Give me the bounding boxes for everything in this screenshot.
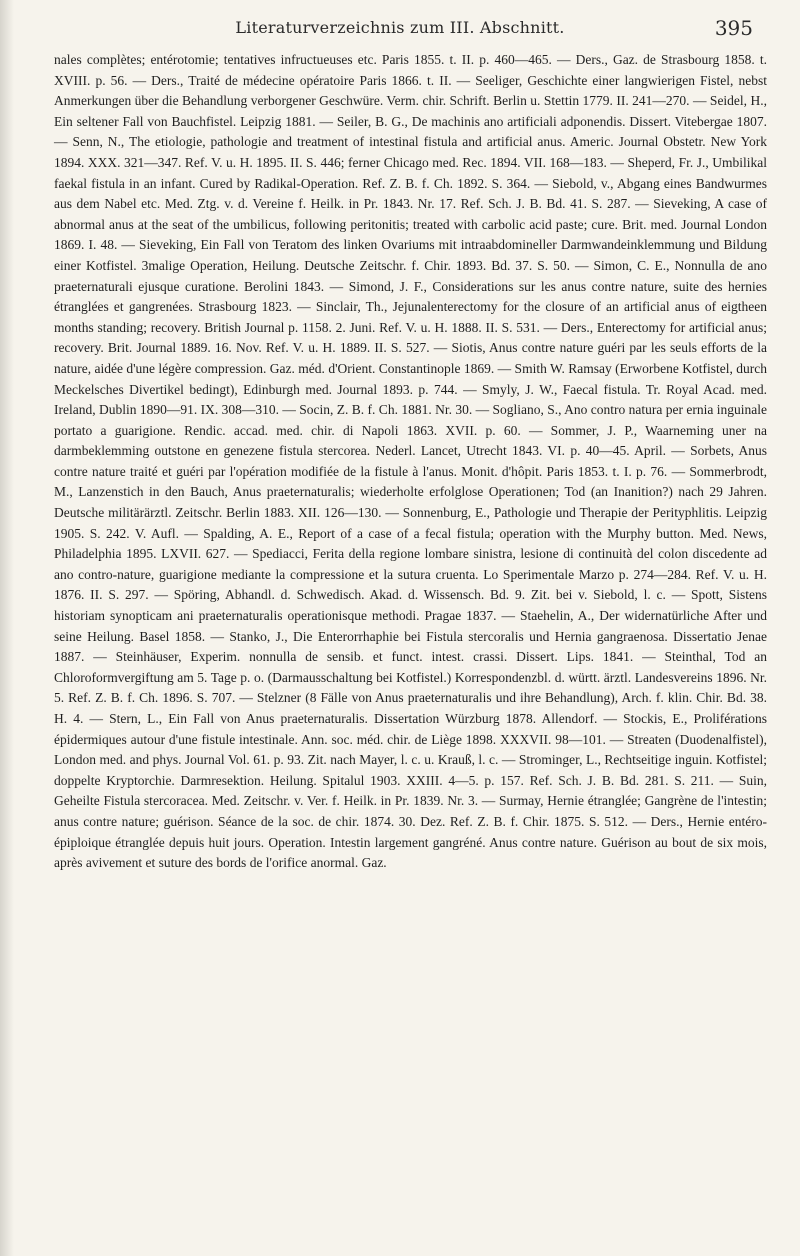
binding-shadow — [0, 0, 14, 1256]
bibliography-text — [54, 50, 767, 874]
page-header — [0, 12, 800, 42]
page-number: 395 — [714, 16, 753, 40]
bibliography-paragraph: nales complètes; entérotomie; tentatives infructueuses etc. Paris 1855. t. II. p. 460—465. — Ders., Gaz. de Strasbourg 1858. t. XVIII. p. 56. — Ders., Traité de médecine opératoire Paris 1866. t. II. — Seeliger, Geschichte einer langwierigen Fistel, nebst Anmerkungen über die Behandlung verborgener Geschwüre. Verm. chir. Schrift. Berlin u. Stettin 1779. II. 241—270. — Seidel, H., Ein seltener Fall von Bauchfistel. Leipzig 1881. — Seiler, B. G., De machinis ano artificiali adponendis. Dissert. Vitebergae 1807. — Senn, N., The etiologie, pathologie and treatment of intestinal fistula and artificial anus. Americ. Journal Obstetr. New York 1894. XXX. 321—347. Ref. V. u. H. 1895. II. S. 446; ferner Chicago med. Rec. 1894. VII. 168—183. — Sheperd, Fr. J., Umbilikal faekal fistula in an infant. Cured by Radikal-Operation. Ref. Z. B. f. Ch. 1892. S. 364. — Siebold, v., Abgang eines Bandwurmes aus dem Nabel etc. Med. Ztg. v. d. Vereine f. Heilk. in Pr. 1843. Nr. 17. Ref. Sch. J. B. Bd. 41. S. 287. — Sieveking, A case of abnormal anus at the seat of the umbilicus, following peritonitis; treated with carbolic acid paste; cure. Brit. med. Journal London 1869. I. 48. — Sieveking, Ein Fall von Teratom des linken Ovariums mit intraabdomineller Darmwandeinklemmung und Bildung einer Kotfistel. 3malige Operation, Heilung. Deutsche Zeitschr. f. Chir. 1893. Bd. 37. S. 50. — Simon, C. E., Nonnulla de ano praeternaturali ejusque curatione. Berolini 1843. — Simond, J. F., Considerations sur les anus contre nature, suite des hernies étranglées et gangrenées. Strasbourg 1823. — Sinclair, Th., Jejunalenterectomy for the closure of an artificial anus of eigtheen months standing; recovery. British Journal p. 1158. 2. Juni. Ref. V. u. H. 1888. II. S. 531. — Ders., Enterectomy for artificial anus; recovery. Brit. Journal 1889. 16. Nov. Ref. V. u. H. 1889. II. S. 527. — Siotis, Anus contre nature guéri par les seuls efforts de la nature, aidée d'une légère compression. Gaz. méd. d'Orient. Constantinople 1869. — Smith W. Ramsay (Erworbene Kotfistel, durch Meckelsches Divertikel bedingt), Edinburgh med. Journal 1893. p. 744. — Smyly, J. W., Faecal fistula. Tr. Royal Acad. med. Ireland, Dublin 1890—91. IX. 308—310. — Socin, Z. B. f. Ch. 1881. Nr. 30. — Sogliano, S., Ano contro natura per ernia inguinale portato a guarigione. Rendic. accad. med. chir. di Napoli 1863. XVII. p. 60. — Sommer, J. P., Waarneming uner na darmbeklemming outstone en genezene fistula stercorea. Nederl. Lancet, Utrecht 1843. VI. p. 40—45. April. — Sorbets, Anus contre nature traité et guéri par l'opération modifiée de la fistule à l'anus. Monit. d'hôpit. Paris 1853. t. I. p. 76. — Sommerbrodt, M., Lanzenstich in den Bauch, Anus praeternaturalis; wiederholte erfolglose Operationen; Tod (an Inanition?) nach 29 Jahren. Deutsche militärärztl. Zeitschr. Berlin 1883. XII. 126—130. — Sonnenburg, E., Pathologie und Therapie der Perityphlitis. Leipzig 1905. S. 242. V. Aufl. — Spalding, A. E., Report of a case of a fecal fistula; operation with the Murphy button. Med. News, Philadelphia 1895. LXVII. 627. — Spediacci, Ferita della regione lombare sinistra, lesione di continuità del colon discedente ad ano contro-nature, guarigione mediante la compressione et la sutura cruenta. Lo Sperimentale Marzo p. 274—284. Ref. V. u. H. 1876. II. S. 297. — Spöring, Abhandl. d. Schwedisch. Akad. d. Wissensch. Bd. 9. Zit. bei v. Siebold, l. c. — Spott, Sistens historiam synopticam ani praeternaturalis operationisque methodi. Pragae 1837. — Staehelin, A., Der widernatürliche After und seine Heilung. Basel 1858. — Stanko, J., Die Enterorrhaphie bei Fistula stercoralis und Hernia gangraenosa. Dissertatio Jenae 1887. — Steinhäuser, Experim. nonnulla de sensib. et funct. intest. crassi. Dissert. Lips. 1841. — Steinthal, Tod an Chloroformvergiftung am 5. Tage p. o. (Darmausschaltung bei Kotfistel.) Korrespondenzbl. d. württ. ärztl. Landesvereins 1896. Nr. 5. Ref. Z. B. f. Ch. 1896. S. 707. — Stelzner (8 Fälle von Anus praeternaturalis und ihre Behandlung), Arch. f. klin. Chir. Bd. 38. H. 4. — Stern, L., Ein Fall von Anus praeternaturalis. Dissertation Würzburg 1878. Allendorf. — Stockis, E., Proliférations épidermiques autour d'une fistule intestinale. Ann. soc. méd. chir. de Liège 1898. XXXVII. 98—101. — Streaten (Duodenalfistel), London med. and phys. Journal Vol. 61. p. 93. Zit. nach Mayer, l. c. u. Krauß, l. c. — Strominger, L., Rechtseitige inguin. Kotfistel; doppelte Kryptorchie. Darmresektion. Heilung. Spitalul 1903. XXIII. 4—5. p. 157. Ref. Sch. J. B. Bd. 281. S. 211. — Suin, Geheilte Fistula stercoracea. Med. Zeitschr. v. Ver. f. Heilk. in Pr. 1839. Nr. 3. — Surmay, Hernie étranglée; Gangrène de l'intestin; anus contre nature; guérison. Séance de la soc. de chir. 1874. 30. Dez. Ref. Z. B. f. Chir. 1875. S. 512. — Ders., Hernie entéro-épiploique étranglée depuis huit jours. Operation. Intestin largement gangréné. Anus contre nature. Guérison au bout de six mois, après avivement et suture des bords de l'orifice anormal. Gaz. — [54, 52, 767, 871]
running-title: Literaturverzeichnis zum III. Abschnitt. — [235, 18, 565, 37]
